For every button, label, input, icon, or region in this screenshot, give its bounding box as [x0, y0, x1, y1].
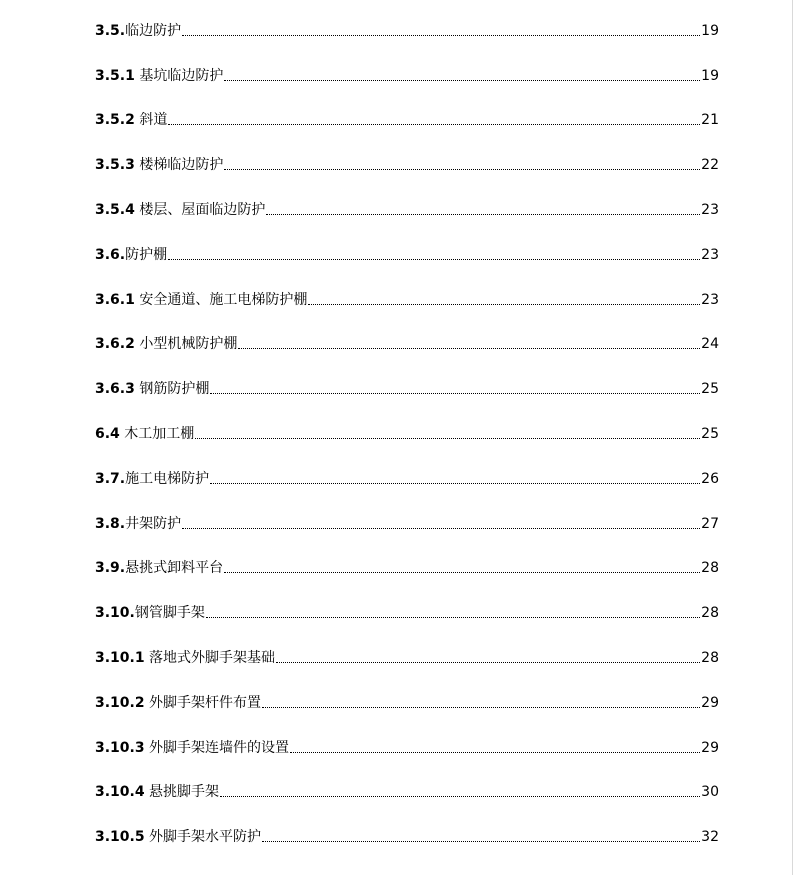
toc-entry-text: 悬挑脚手架 — [144, 784, 220, 801]
toc-entry-text: 临边防护 — [125, 22, 182, 39]
toc-entry[interactable] — [95, 413, 719, 458]
toc-page-number: 28 — [701, 649, 719, 666]
toc-entry[interactable] — [95, 503, 719, 548]
page-right-edge-divider — [792, 0, 793, 875]
toc-entry[interactable] — [95, 100, 719, 145]
toc-page-number: 28 — [701, 605, 719, 622]
toc-entry-title — [95, 649, 275, 667]
toc-dot-leader — [224, 80, 700, 81]
toc-entry-title — [95, 783, 219, 801]
toc-dot-leader — [168, 124, 700, 125]
toc-entry-text: 钢筋防护棚 — [134, 381, 210, 398]
toc-page-number: 30 — [701, 784, 719, 801]
toc-page-number: 32 — [701, 829, 719, 846]
toc-dot-leader — [220, 796, 700, 797]
toc-entry-title — [95, 335, 237, 353]
table-of-contents — [95, 10, 719, 861]
toc-entry-text: 外脚手架水平防护 — [144, 829, 262, 846]
toc-page-number: 28 — [701, 560, 719, 577]
toc-entry-number: 3.5.4 — [95, 201, 135, 218]
toc-entry-title — [95, 111, 167, 129]
toc-dot-leader — [206, 617, 700, 618]
toc-entry-number: 3.7. — [95, 470, 126, 487]
toc-entry-title — [95, 694, 261, 712]
toc-page-number: 19 — [701, 67, 719, 84]
toc-entry[interactable] — [95, 772, 719, 817]
toc-entry-title — [95, 380, 209, 398]
toc-dot-leader — [308, 304, 700, 305]
toc-entry-text: 安全通道、施工电梯防护棚 — [134, 291, 308, 308]
toc-entry-number: 3.9. — [95, 560, 126, 577]
toc-entry-text: 基坑临边防护 — [134, 67, 224, 84]
toc-dot-leader — [182, 35, 700, 36]
toc-dot-leader — [290, 752, 700, 753]
toc-entry-number: 3.6.3 — [95, 381, 135, 398]
toc-entry-number: 3.5.1 — [95, 67, 135, 84]
toc-page-number: 23 — [701, 201, 719, 218]
toc-entry-title — [95, 156, 223, 174]
toc-entry-title — [95, 515, 181, 533]
toc-page-number: 27 — [701, 515, 719, 532]
toc-dot-leader — [182, 528, 700, 529]
toc-entry-title — [95, 604, 205, 622]
toc-dot-leader — [210, 393, 700, 394]
toc-dot-leader — [262, 841, 700, 842]
toc-entry[interactable] — [95, 368, 719, 413]
toc-page-number: 25 — [701, 425, 719, 442]
toc-entry[interactable] — [95, 234, 719, 279]
toc-entry-text: 楼层、屋面临边防护 — [134, 201, 266, 218]
toc-dot-leader — [195, 438, 700, 439]
toc-entry-number: 3.10.4 — [95, 784, 145, 801]
toc-entry-title — [95, 201, 265, 219]
toc-entry-number: 3.10.5 — [95, 829, 145, 846]
toc-entry[interactable] — [95, 816, 719, 861]
toc-page-number: 26 — [701, 470, 719, 487]
toc-entry-text: 楼梯临边防护 — [134, 157, 224, 174]
toc-dot-leader — [224, 572, 700, 573]
toc-entry[interactable] — [95, 727, 719, 772]
toc-entry[interactable] — [95, 637, 719, 682]
toc-entry-text: 木工加工棚 — [119, 425, 195, 442]
toc-entry-title — [95, 246, 167, 264]
toc-page-number: 23 — [701, 246, 719, 263]
toc-dot-leader — [276, 662, 700, 663]
toc-entry-number: 3.5.2 — [95, 112, 135, 129]
toc-entry[interactable] — [95, 458, 719, 503]
toc-page-number: 29 — [701, 739, 719, 756]
toc-entry[interactable] — [95, 144, 719, 189]
toc-entry-text: 悬挑式卸料平台 — [125, 560, 224, 577]
toc-entry-text: 钢管脚手架 — [134, 605, 205, 622]
toc-entry-number: 6.4 — [95, 425, 120, 442]
toc-entry-number: 3.10.3 — [95, 739, 145, 756]
toc-entry-number: 3.6.2 — [95, 336, 135, 353]
toc-entry-text: 斜道 — [134, 112, 168, 129]
toc-entry-title — [95, 425, 194, 443]
toc-entry-title — [95, 291, 307, 309]
toc-entry-number: 3.10. — [95, 605, 135, 622]
toc-entry-number: 3.6. — [95, 246, 126, 263]
toc-entry-number: 3.5. — [95, 22, 126, 39]
toc-page-number: 22 — [701, 157, 719, 174]
toc-dot-leader — [266, 214, 700, 215]
toc-page-number: 29 — [701, 694, 719, 711]
toc-page-number: 21 — [701, 112, 719, 129]
toc-page-number: 24 — [701, 336, 719, 353]
toc-dot-leader — [238, 348, 700, 349]
toc-entry-number: 3.10.2 — [95, 694, 145, 711]
toc-entry[interactable] — [95, 189, 719, 234]
toc-entry-title — [95, 67, 223, 85]
toc-dot-leader — [262, 707, 700, 708]
toc-page-number: 23 — [701, 291, 719, 308]
toc-entry[interactable] — [95, 55, 719, 100]
toc-entry-text: 井架防护 — [125, 515, 182, 532]
toc-entry-title — [95, 559, 223, 577]
toc-entry-text: 施工电梯防护 — [125, 470, 210, 487]
toc-entry-text: 小型机械防护棚 — [134, 336, 238, 353]
toc-entry-text: 防护棚 — [125, 246, 168, 263]
toc-entry[interactable] — [95, 548, 719, 593]
toc-entry-text: 外脚手架杆件布置 — [144, 694, 262, 711]
toc-entry-title — [95, 828, 261, 846]
toc-entry-number: 3.5.3 — [95, 157, 135, 174]
toc-dot-leader — [168, 259, 700, 260]
toc-entry-title — [95, 22, 181, 40]
toc-page-number: 19 — [701, 22, 719, 39]
toc-entry-number: 3.8. — [95, 515, 126, 532]
toc-entry-number: 3.6.1 — [95, 291, 135, 308]
toc-entry[interactable] — [95, 279, 719, 324]
toc-entry[interactable] — [95, 10, 719, 55]
toc-dot-leader — [224, 169, 700, 170]
toc-entry-text: 外脚手架连墙件的设置 — [144, 739, 290, 756]
toc-entry[interactable] — [95, 592, 719, 637]
toc-entry-text: 落地式外脚手架基础 — [144, 649, 276, 666]
toc-entry[interactable] — [95, 324, 719, 369]
toc-entry-title — [95, 739, 289, 757]
toc-entry[interactable] — [95, 682, 719, 727]
toc-page-number: 25 — [701, 381, 719, 398]
toc-dot-leader — [210, 483, 700, 484]
toc-entry-number: 3.10.1 — [95, 649, 145, 666]
toc-entry-title — [95, 470, 209, 488]
